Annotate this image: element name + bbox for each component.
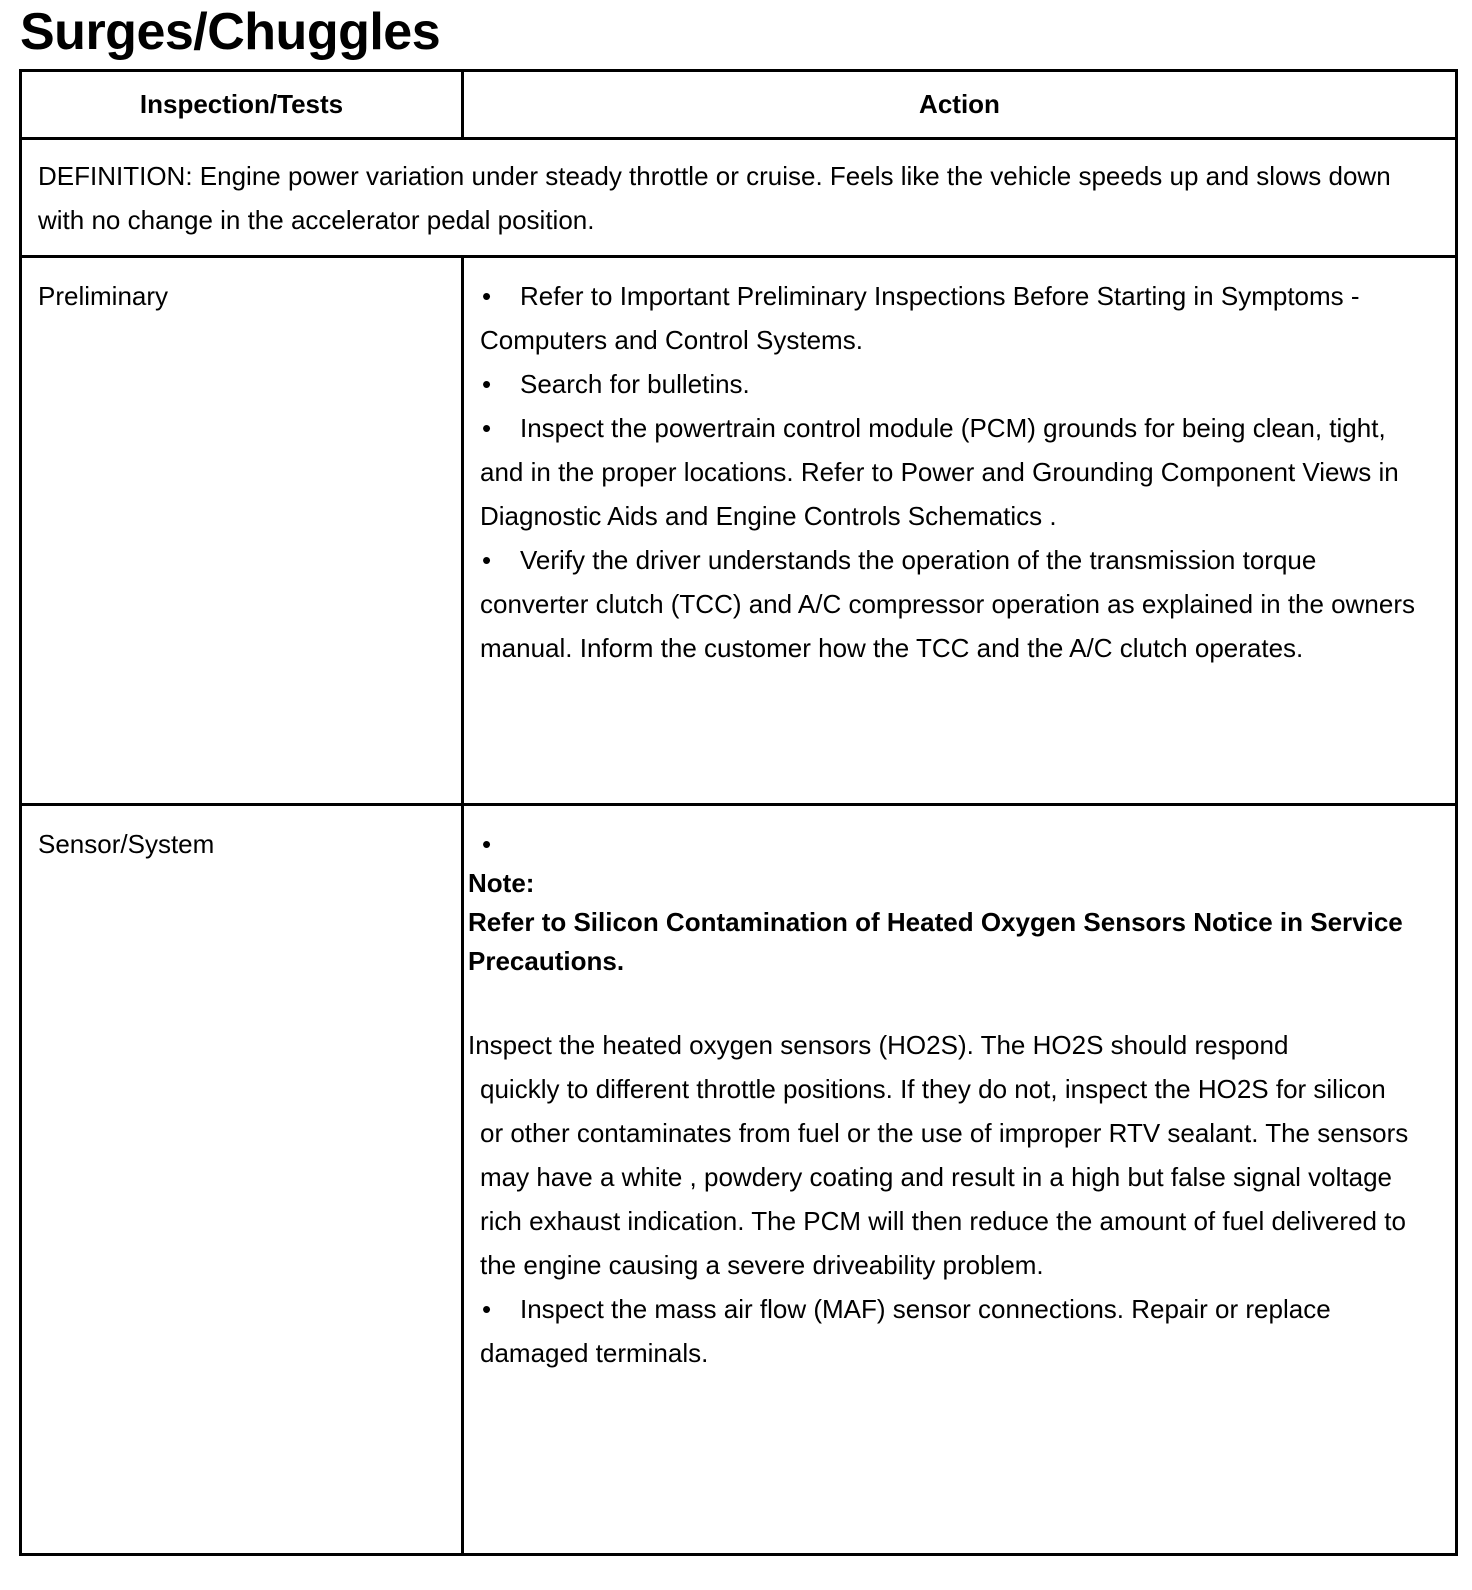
row-label-sensor-system: Sensor/System: [21, 805, 463, 1555]
table-header-row: [21, 71, 1457, 139]
table-row: [21, 805, 1457, 1555]
list-item: [480, 406, 1415, 538]
note-text: Refer to Silicon Contamination of Heated Oxygen Sensors Notice in Service Precautions.: [468, 907, 1403, 976]
note-block: [468, 864, 1415, 981]
sensor-system-actions: [463, 805, 1457, 1555]
row-label-preliminary: Preliminary: [21, 257, 463, 805]
header-inspection-tests: Inspection/Tests: [21, 71, 463, 139]
list-item: [480, 822, 1415, 866]
bullet-icon: •: [482, 281, 492, 311]
list-item: [480, 362, 1415, 406]
bullet-icon: •: [482, 1294, 492, 1324]
ho2s-paragraph-rest: quickly to different throttle positions. If they do not, inspect the HO2S for silicon or other contaminates from fuel or the use of improper RTV sealant. The sensors may have a white , powdery coating and result in a high but false signal voltage rich exhaust indication. The PCM will then reduce the amount of fuel delivered to the engine causing a severe driveability problem.: [480, 1074, 1409, 1280]
bullet-text: Inspect the mass air flow (MAF) sensor connections. Repair or replace damaged terminals.: [480, 1294, 1331, 1368]
bullet-icon: •: [482, 413, 492, 443]
list-item: [480, 538, 1415, 670]
diagnostic-table: [19, 69, 1458, 1556]
table-row: [21, 257, 1457, 805]
note-title: Note:: [468, 868, 535, 898]
bullet-text: Search for bulletins.: [520, 369, 750, 399]
definition-text: DEFINITION: Engine power variation under steady throttle or cruise. Feels like the vehicle speeds up and slows down with no change in the accelerator pedal position.: [21, 139, 1457, 257]
bullet-icon: •: [482, 829, 492, 859]
header-action: Action: [463, 71, 1457, 139]
bullet-text: Inspect the powertrain control module (PCM) grounds for being clean, tight, and in the proper locations. Refer to Power and Grounding Component Views in Diagnostic Aids and Engine Controls Schematics .: [480, 413, 1399, 531]
bullet-icon: •: [482, 369, 492, 399]
page-title: Surges/Chuggles: [20, 3, 441, 61]
bullet-text: Verify the driver understands the operation of the transmission torque converter clutch (TCC) and A/C compressor operation as explained in the owners manual. Inform the customer how the TCC and the A/C clutch operates.: [480, 545, 1415, 663]
definition-row: [21, 139, 1457, 257]
preliminary-actions: [463, 257, 1457, 805]
spacer: [480, 981, 1415, 1023]
list-item: [480, 274, 1415, 362]
ho2s-paragraph-first-line: Inspect the heated oxygen sensors (HO2S). The HO2S should respond: [468, 1030, 1289, 1060]
bullet-icon: •: [482, 545, 492, 575]
bullet-text: Refer to Important Preliminary Inspections Before Starting in Symptoms - Computers and Control Systems.: [480, 281, 1360, 355]
list-item: [480, 1287, 1415, 1375]
